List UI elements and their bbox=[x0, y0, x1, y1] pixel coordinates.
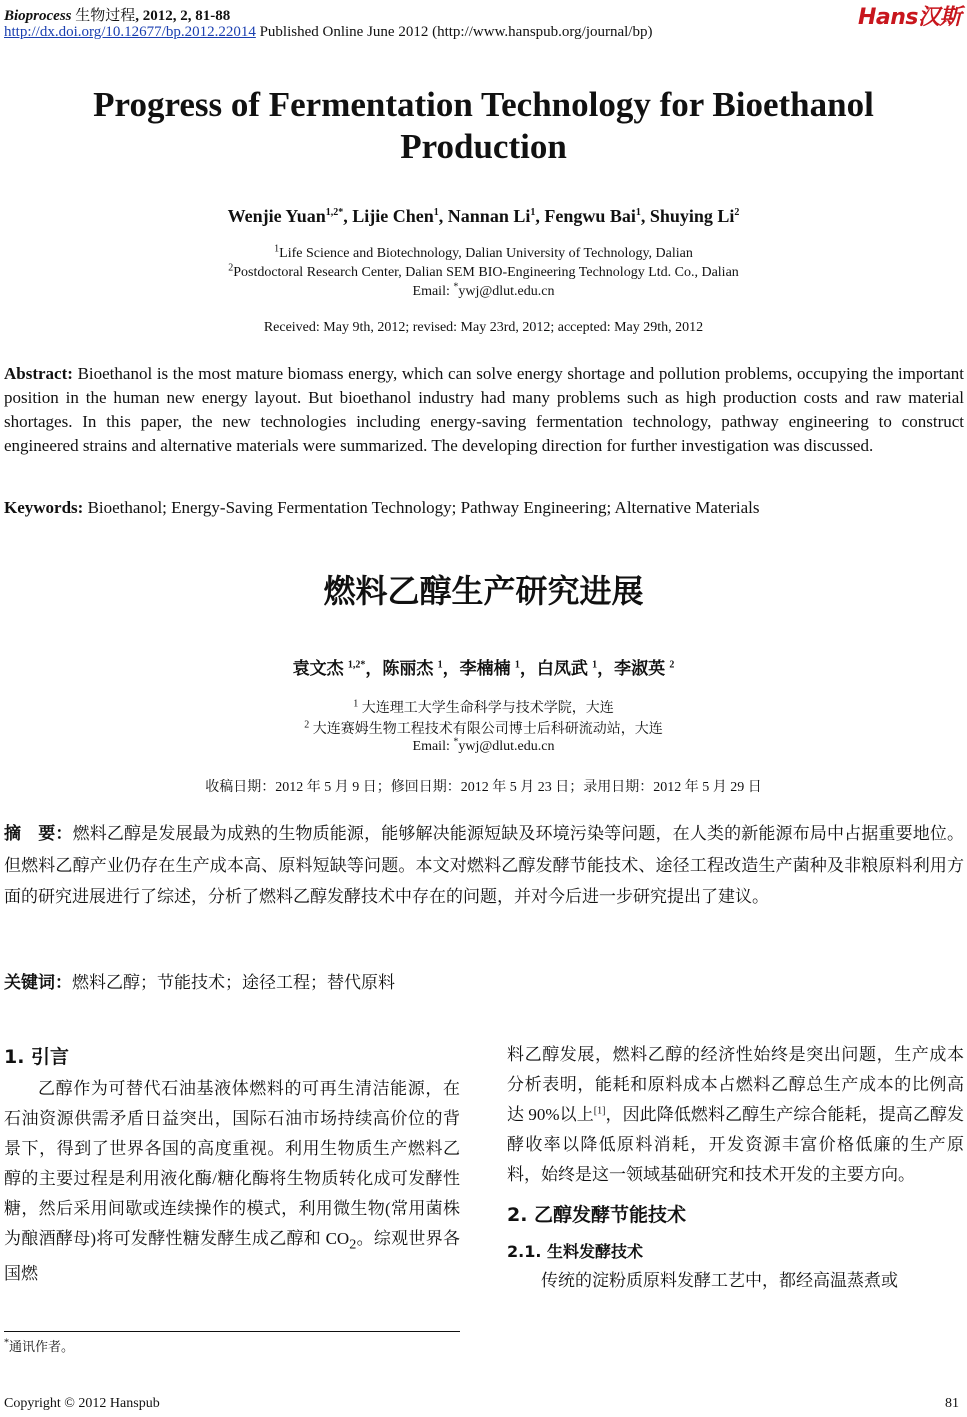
received-dates: Received: May 9th, 2012; revised: May 23rd, 2012; accepted: May 29th, 2012 bbox=[263, 320, 704, 335]
paper-title: Progress of Fermentation Technology for Bioethanol Production bbox=[93, 85, 874, 166]
affiliation-1: $^1$Life Science and Biotechnology, Dalian University of Technology, Dalian bbox=[274, 243, 693, 261]
author: Shuying Li$^2$ bbox=[649, 206, 740, 226]
cn-author: 袁文杰 $^{1,2*}$， bbox=[292, 659, 383, 678]
keywords bbox=[4, 498, 964, 518]
author: Nannan Li$^1$, bbox=[447, 206, 545, 226]
cn-author: 白凤武 $^1$， bbox=[536, 659, 615, 678]
cn-author-list bbox=[0, 654, 967, 679]
affiliation-2: $^2$Postdoctoral Research Center, Dalian SEM BIO-Engineering Technology Ltd. Co., Dalian bbox=[228, 262, 739, 280]
section-2-heading: 2. 乙醇发酵节能技术 bbox=[507, 1204, 687, 1226]
citation-ref[interactable]: [1] bbox=[593, 1105, 606, 1117]
cn-abstract-label: 摘 要： bbox=[4, 824, 73, 844]
doi-line bbox=[4, 24, 652, 41]
author: Wenjie Yuan$^{1,2*}$, bbox=[227, 206, 353, 226]
cn-received-dates: 收稿日期：2012 年 5 月 9 日；修回日期：2012 年 5 月 23 日；录用日期：2012 年 5 月 29 日 bbox=[205, 780, 762, 795]
journal-header bbox=[4, 4, 230, 25]
published-online: Published Online June 2012 (http://www.hanspub.org/journal/bp) bbox=[259, 24, 653, 40]
abstract-text: Bioethanol is the most mature biomass energy, which can solve energy shortage and pollution problems, occupying the important position in the human new energy layout. But bioethanol industry had many problems such as high production costs and raw material shortages. In this paper, the new technologies including energy-saving fermentation technology, pathway engineering to construct engineered strains and alternative materials were summarized. The developing direction for further investigation was discussed. bbox=[4, 364, 965, 455]
author: Lijie Chen$^1$, bbox=[352, 206, 448, 226]
author: Fengwu Bai$^1$, bbox=[544, 206, 650, 226]
email-line: Email: *ywj@dlut.edu.cn bbox=[412, 281, 555, 299]
footnote: *通讯作者。 bbox=[4, 1337, 75, 1354]
abstract bbox=[4, 362, 964, 458]
cn-author: 李楠楠 $^1$， bbox=[459, 659, 537, 678]
cn-email-line: Email: *ywj@dlut.edu.cn bbox=[412, 736, 555, 754]
cn-keywords-text: 燃料乙醇；节能技术；途径工程；替代原料 bbox=[72, 973, 395, 992]
section-2-1-heading: 2.1. 生料发酵技术 bbox=[507, 1242, 643, 1261]
keywords-text: Bioethanol; Energy-Saving Fermentation Technology; Pathway Engineering; Alternative Materials bbox=[87, 498, 760, 517]
cn-keywords-label: 关键词： bbox=[4, 973, 72, 993]
footnote-rule bbox=[4, 1331, 460, 1332]
cn-abstract-text: 燃料乙醇是发展最为成熟的生物质能源，能够解决能源短缺及环境污染等问题，在人类的新能源布局中占据重要地位。但燃料乙醇产业仍存在生产成本高、原料短缺等问题。本文对燃料乙醇发酵节能技术、途径工程改造生产菌种及非粮原料利用方面的研究进展进行了综述，分析了燃料乙醇发酵技术中存在的问题，并对今后进一步研究提出了建议。 bbox=[4, 824, 965, 906]
cn-affiliation-1: $^1$ 大连理工大学生命科学与技术学院，大连 bbox=[353, 698, 614, 716]
cn-abstract bbox=[4, 818, 964, 912]
section-1-paragraph: 乙醇作为可替代石油基液体燃料的可再生清洁能源，在石油资源供需矛盾日益突出，国际石油市场持续高价位的背景下，得到了世界各国的高度重视。利用生物质生产燃料乙醇的主要过程是利用液化酶/糖化酶将生物质转化成可发酵性糖，然后采用间歇或连续操作的模式，利用微生物(常用菌株为酿酒酵母)将可发酵性糖发酵生成乙醇和 $CO_2$。综观世界各国燃 bbox=[4, 1079, 461, 1284]
doi-link[interactable]: http://dx.doi.org/10.12677/bp.2012.22014 bbox=[4, 24, 256, 40]
author-list bbox=[0, 206, 967, 227]
hans-logo: Hans汉斯 bbox=[857, 5, 961, 30]
page-number: 81 bbox=[945, 1396, 959, 1411]
keywords-label: Keywords: bbox=[4, 498, 84, 517]
email-address: ywj@dlut.edu.cn bbox=[458, 284, 555, 299]
cn-author: 李淑英 $^2$ bbox=[614, 659, 675, 678]
section-2-1-paragraph: 传统的淀粉质原料发酵工艺中，都经高温蒸煮或 bbox=[541, 1271, 898, 1290]
journal-name: Bioprocess bbox=[4, 8, 72, 24]
copyright: Copyright © 2012 Hanspub bbox=[4, 1396, 160, 1411]
abstract-label: Abstract: bbox=[4, 364, 73, 383]
cn-author: 陈丽杰 $^1$， bbox=[382, 659, 460, 678]
body-left-column bbox=[4, 1040, 460, 1289]
section-1-heading: 1. 引言 bbox=[4, 1046, 70, 1068]
body-right-column bbox=[507, 1040, 964, 1296]
cn-keywords bbox=[4, 968, 964, 993]
cn-paper-title: 燃料乙醇生产研究进展 bbox=[323, 572, 644, 610]
cn-affiliation-2: $^2$ 大连赛姆生物工程技术有限公司博士后科研流动站，大连 bbox=[304, 719, 663, 737]
journal-citation: , 2012, 2, 81-88 bbox=[135, 8, 231, 24]
journal-name-cn: 生物过程 bbox=[75, 8, 136, 24]
section-1-paragraph-cont: 料乙醇发展，燃料乙醇的经济性始终是突出问题，生产成本分析表明，能耗和原料成本占燃料乙醇总生产成本的比例高达 90%以上[1]，因此降低燃料乙醇生产综合能耗，提高乙醇发酵收率以降低原料消耗，开发资源丰富价格低廉的生产原料，始终是这一领域基础研究和技术开发的主要方向。 bbox=[507, 1045, 964, 1184]
